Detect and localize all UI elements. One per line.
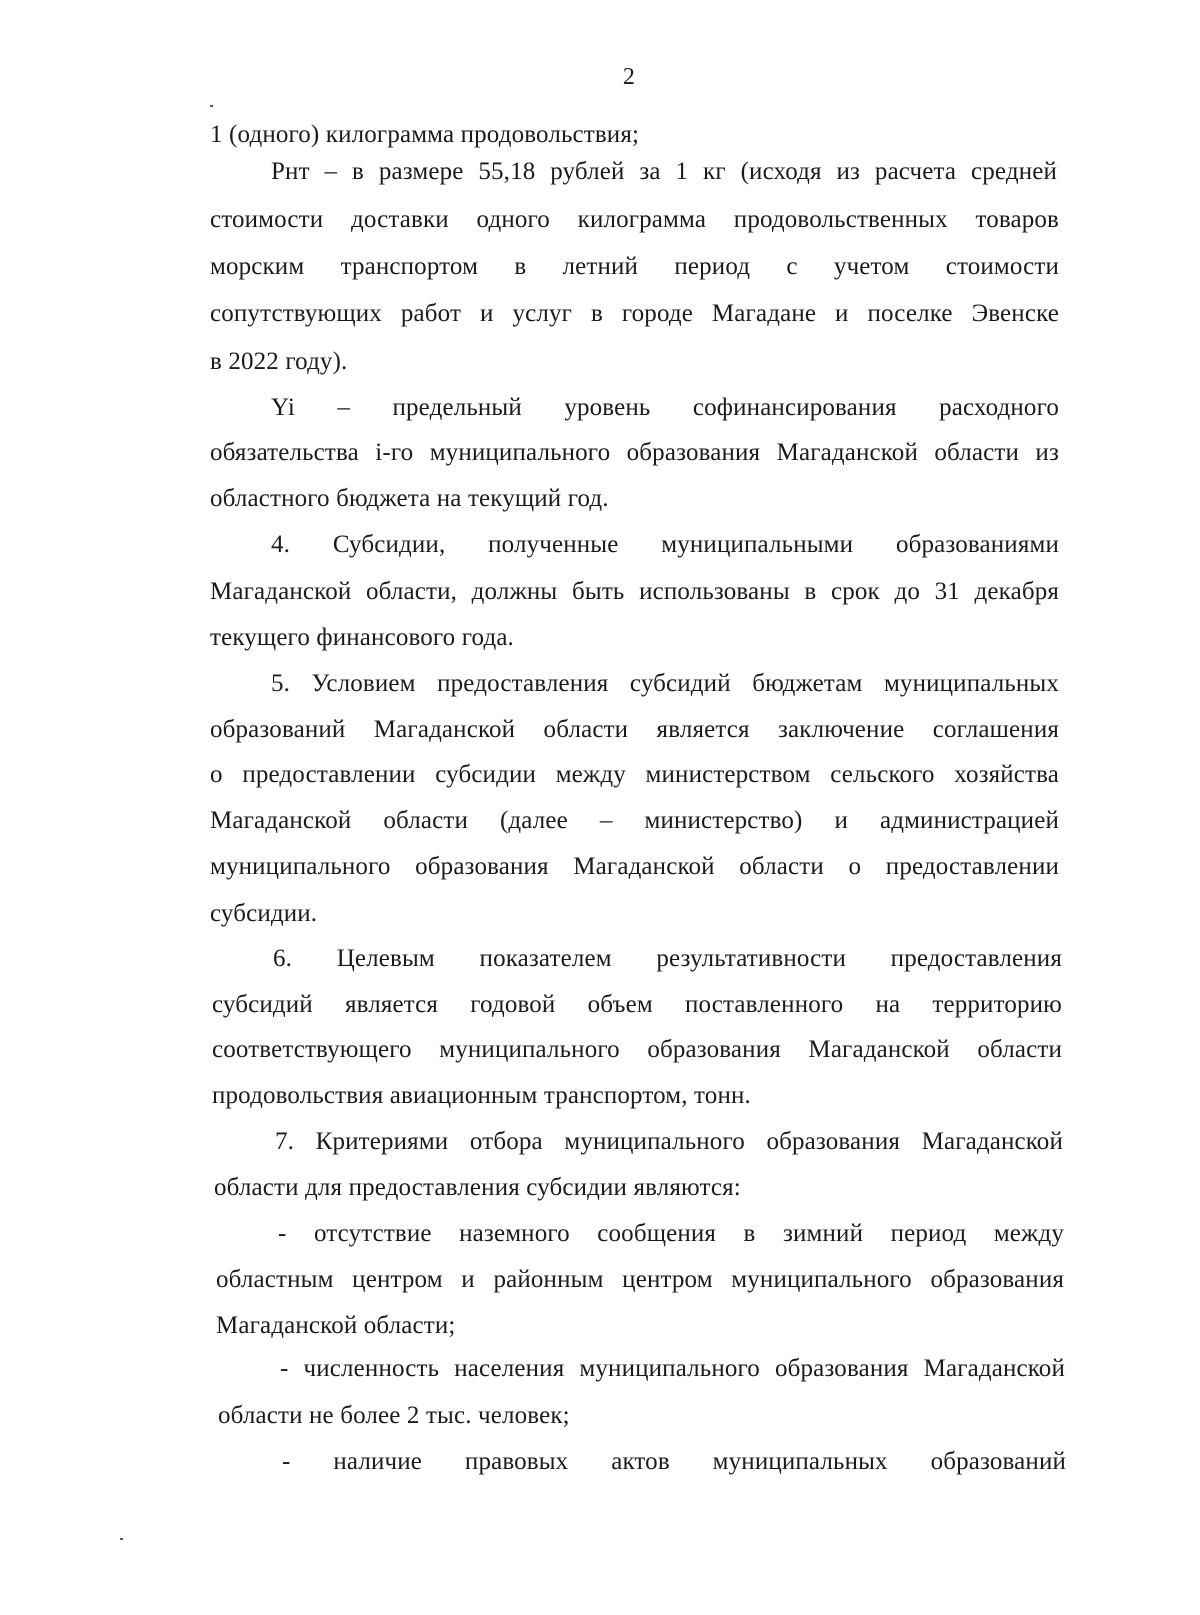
text-line-26: областным центром и районным центром муниципального образования <box>216 1266 1064 1293</box>
text-line-1: 1 (одного) килограмма продовольствия; <box>210 121 640 148</box>
text-line-27: Магаданской области; <box>216 1312 456 1339</box>
text-line-28: - численность населения муниципального образования Магаданской <box>280 1355 1065 1382</box>
text-line-19: 6. Целевым показателем результативности предоставления <box>273 945 1062 972</box>
text-line-18: субсидии. <box>210 900 318 927</box>
text-line-22: продовольствия авиационным транспортом, тонн. <box>212 1082 751 1109</box>
text-line-29: области не более 2 тыс. человек; <box>218 1402 570 1429</box>
text-line-8: обязательства i-го муниципального образования Магаданской области из <box>210 439 1059 466</box>
text-line-3: стоимости доставки одного килограмма продовольственных товаров <box>210 206 1059 233</box>
text-line-12: текущего финансового года. <box>210 624 514 651</box>
text-line-7: Yi – предельный уровень софинансирования расходного <box>271 394 1059 421</box>
text-line-23: 7. Критериями отбора муниципального образования Магаданской <box>275 1128 1063 1155</box>
text-line-21: соответствующего муниципального образования Магаданской области <box>212 1036 1062 1063</box>
text-line-2: Рнт – в размере 55,18 рублей за 1 кг (исходя из расчета средней <box>271 158 1057 185</box>
scan-speck <box>120 1538 123 1540</box>
text-line-17: муниципального образования Магаданской области о предоставлении <box>210 853 1059 880</box>
text-line-5: сопутствующих работ и услуг в городе Магадане и поселке Эвенске <box>210 300 1059 327</box>
text-line-4: морским транспортом в летний период с учетом стоимости <box>210 253 1059 280</box>
text-line-13: 5. Условием предоставления субсидий бюджетам муниципальных <box>271 670 1059 697</box>
page-number: 2 <box>622 64 636 90</box>
text-line-16: Магаданской области (далее – министерство) и администрацией <box>210 807 1059 834</box>
text-line-14: образований Магаданской области является заключение соглашения <box>210 716 1059 743</box>
text-line-10: 4. Субсидии, полученные муниципальными образованиями <box>271 531 1059 558</box>
text-line-25: - отсутствие наземного сообщения в зимний период между <box>278 1220 1064 1247</box>
text-line-20: субсидий является годовой объем поставленного на территорию <box>212 991 1062 1018</box>
text-line-9: областного бюджета на текущий год. <box>210 485 609 512</box>
scan-speck <box>210 105 213 107</box>
text-line-15: о предоставлении субсидии между министерством сельского хозяйства <box>210 761 1059 788</box>
text-line-11: Магаданской области, должны быть использованы в срок до 31 декабря <box>210 578 1059 605</box>
text-line-30: - наличие правовых актов муниципальных образований <box>282 1448 1066 1475</box>
text-line-6: в 2022 году). <box>210 348 348 375</box>
text-line-24: области для предоставления субсидии являются: <box>214 1174 741 1201</box>
